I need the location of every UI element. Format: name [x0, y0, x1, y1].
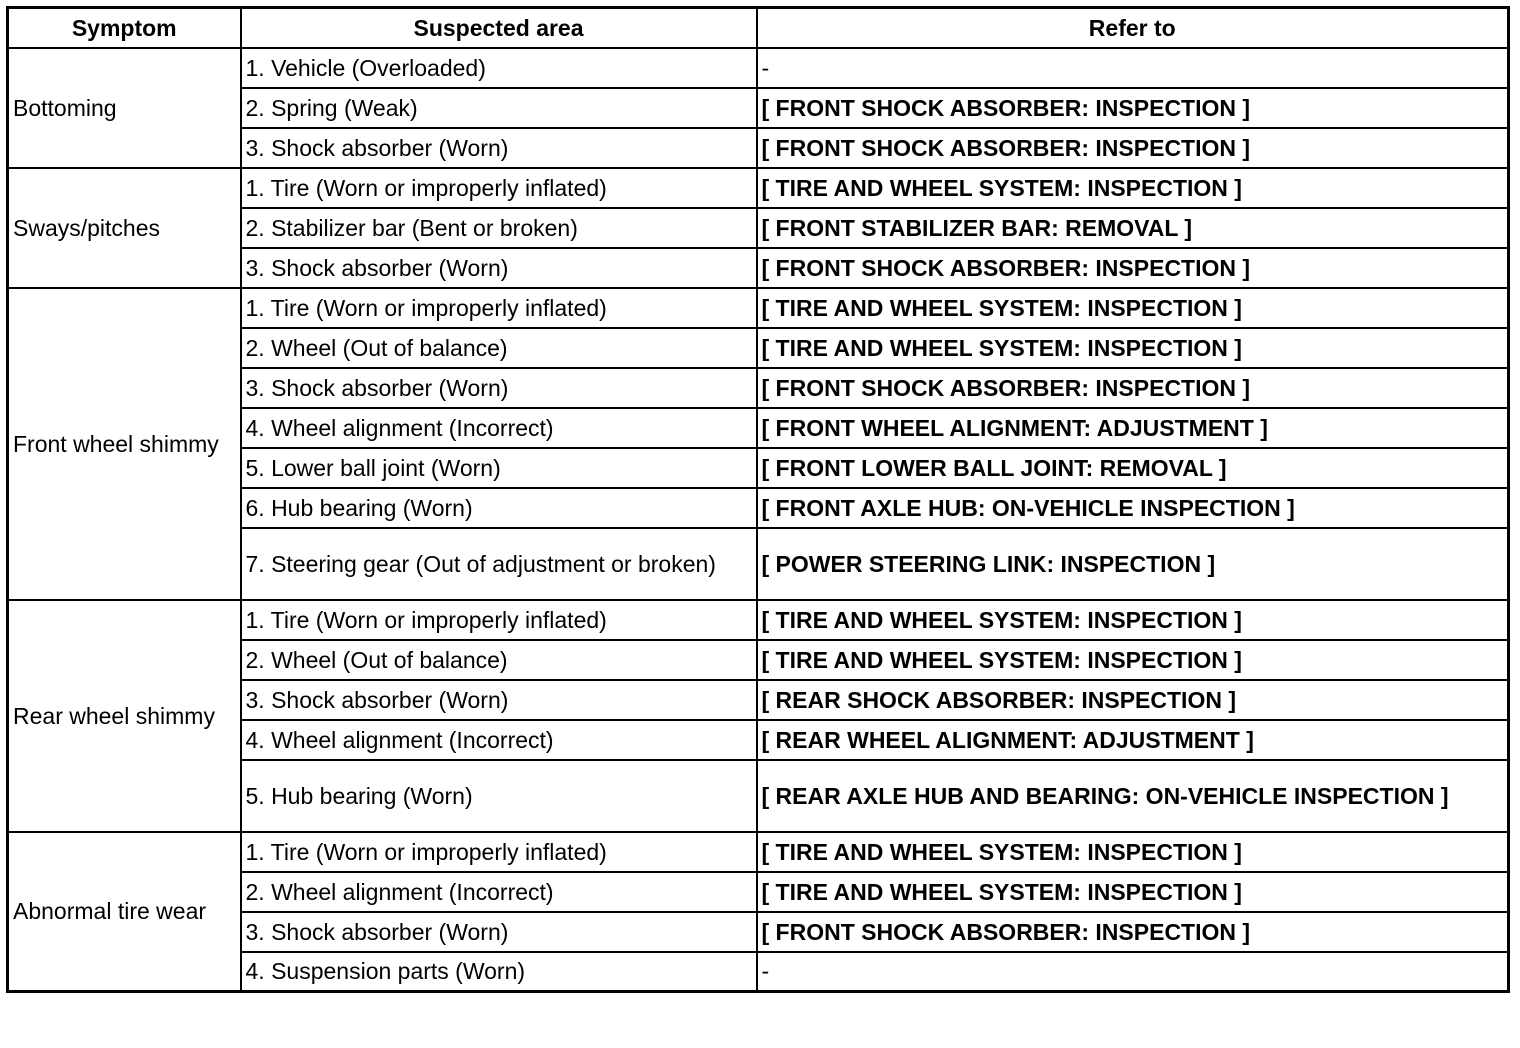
table-header-row: [8, 8, 1509, 48]
refer-link[interactable]: [ FRONT SHOCK ABSORBER: INSPECTION ]: [757, 368, 1509, 408]
refer-link[interactable]: [ TIRE AND WHEEL SYSTEM: INSPECTION ]: [757, 832, 1509, 872]
refer-link[interactable]: [ TIRE AND WHEEL SYSTEM: INSPECTION ]: [757, 640, 1509, 680]
suspected-area-cell: 3. Shock absorber (Worn): [241, 368, 757, 408]
table-row: [8, 600, 1509, 640]
refer-link[interactable]: [ TIRE AND WHEEL SYSTEM: INSPECTION ]: [757, 288, 1509, 328]
refer-link[interactable]: [ FRONT SHOCK ABSORBER: INSPECTION ]: [757, 128, 1509, 168]
suspected-area-cell: 2. Wheel (Out of balance): [241, 328, 757, 368]
suspected-area-cell: 3. Shock absorber (Worn): [241, 248, 757, 288]
refer-link[interactable]: [ FRONT WHEEL ALIGNMENT: ADJUSTMENT ]: [757, 408, 1509, 448]
suspected-area-cell: 2. Wheel alignment (Incorrect): [241, 872, 757, 912]
suspected-area-cell: 3. Shock absorber (Worn): [241, 128, 757, 168]
header-refer-to: Refer to: [757, 8, 1509, 48]
suspected-area-cell: 4. Wheel alignment (Incorrect): [241, 408, 757, 448]
suspected-area-cell: 2. Wheel (Out of balance): [241, 640, 757, 680]
refer-link[interactable]: [ FRONT AXLE HUB: ON-VEHICLE INSPECTION ]: [757, 488, 1509, 528]
diagnosis-table: [6, 6, 1510, 993]
symptom-cell: Sways/pitches: [8, 168, 241, 288]
refer-link[interactable]: [ TIRE AND WHEEL SYSTEM: INSPECTION ]: [757, 872, 1509, 912]
refer-link[interactable]: [ REAR SHOCK ABSORBER: INSPECTION ]: [757, 680, 1509, 720]
suspected-area-cell: 6. Hub bearing (Worn): [241, 488, 757, 528]
suspected-area-cell: 1. Tire (Worn or improperly inflated): [241, 832, 757, 872]
refer-link[interactable]: [ FRONT SHOCK ABSORBER: INSPECTION ]: [757, 248, 1509, 288]
symptom-cell: Abnormal tire wear: [8, 832, 241, 992]
refer-link[interactable]: [ FRONT LOWER BALL JOINT: REMOVAL ]: [757, 448, 1509, 488]
table-row: [8, 48, 1509, 88]
header-symptom: Symptom: [8, 8, 241, 48]
suspected-area-cell: 5. Hub bearing (Worn): [241, 760, 757, 832]
suspected-area-cell: 4. Suspension parts (Worn): [241, 952, 757, 992]
symptom-cell: Bottoming: [8, 48, 241, 168]
refer-link[interactable]: [ TIRE AND WHEEL SYSTEM: INSPECTION ]: [757, 328, 1509, 368]
suspected-area-cell: 5. Lower ball joint (Worn): [241, 448, 757, 488]
refer-link[interactable]: [ TIRE AND WHEEL SYSTEM: INSPECTION ]: [757, 168, 1509, 208]
suspected-area-cell: 2. Spring (Weak): [241, 88, 757, 128]
suspected-area-cell: 7. Steering gear (Out of adjustment or broken): [241, 528, 757, 600]
suspected-area-cell: 1. Vehicle (Overloaded): [241, 48, 757, 88]
symptom-cell: Rear wheel shimmy: [8, 600, 241, 832]
suspected-area-cell: 2. Stabilizer bar (Bent or broken): [241, 208, 757, 248]
suspected-area-cell: 1. Tire (Worn or improperly inflated): [241, 168, 757, 208]
refer-link[interactable]: [ REAR AXLE HUB AND BEARING: ON-VEHICLE INSPECTION ]: [757, 760, 1509, 832]
symptom-cell: Front wheel shimmy: [8, 288, 241, 600]
table-row: [8, 288, 1509, 328]
suspected-area-cell: 1. Tire (Worn or improperly inflated): [241, 600, 757, 640]
refer-link[interactable]: [ FRONT SHOCK ABSORBER: INSPECTION ]: [757, 88, 1509, 128]
refer-link[interactable]: [ POWER STEERING LINK: INSPECTION ]: [757, 528, 1509, 600]
suspected-area-cell: 4. Wheel alignment (Incorrect): [241, 720, 757, 760]
refer-link[interactable]: [ TIRE AND WHEEL SYSTEM: INSPECTION ]: [757, 600, 1509, 640]
suspected-area-cell: 1. Tire (Worn or improperly inflated): [241, 288, 757, 328]
suspected-area-cell: 3. Shock absorber (Worn): [241, 680, 757, 720]
refer-link[interactable]: [ REAR WHEEL ALIGNMENT: ADJUSTMENT ]: [757, 720, 1509, 760]
table-row: [8, 832, 1509, 872]
header-suspected-area: Suspected area: [241, 8, 757, 48]
refer-cell: -: [757, 952, 1509, 992]
refer-link[interactable]: [ FRONT SHOCK ABSORBER: INSPECTION ]: [757, 912, 1509, 952]
suspected-area-cell: 3. Shock absorber (Worn): [241, 912, 757, 952]
table-row: [8, 168, 1509, 208]
refer-link[interactable]: [ FRONT STABILIZER BAR: REMOVAL ]: [757, 208, 1509, 248]
refer-cell: -: [757, 48, 1509, 88]
